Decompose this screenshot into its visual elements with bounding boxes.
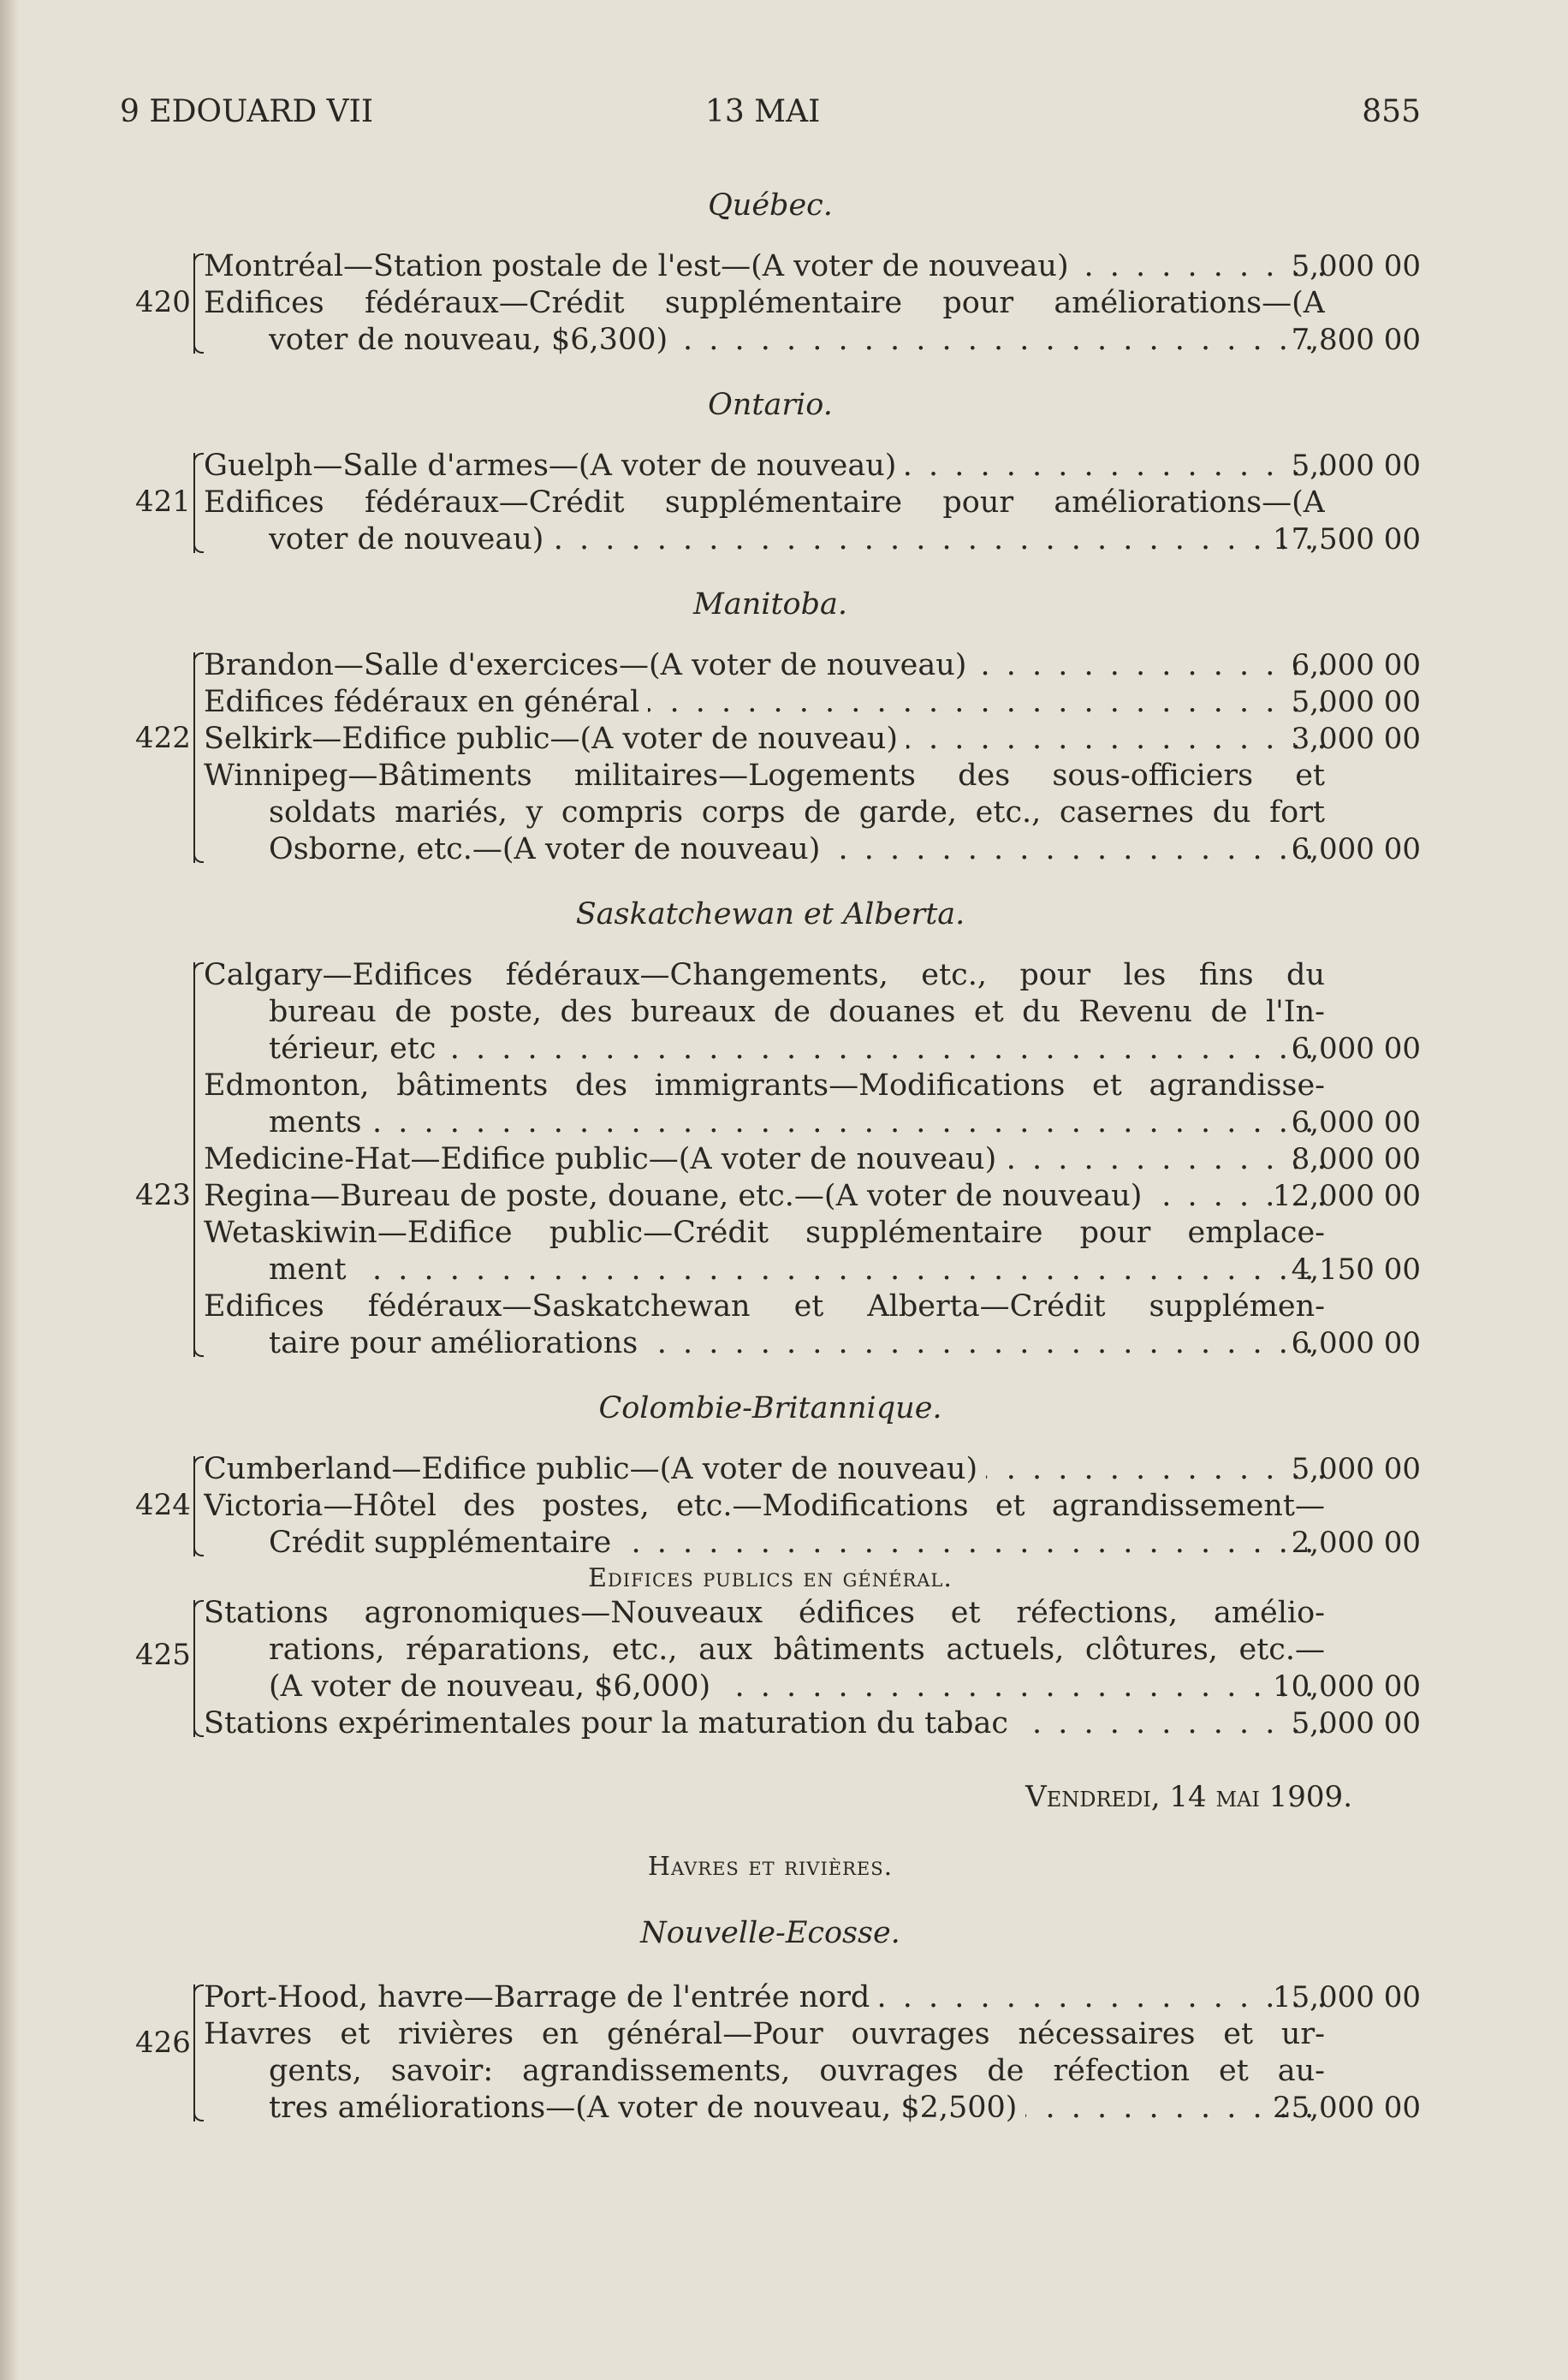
amount: 5,000 00	[1291, 1452, 1421, 1486]
item-group-420	[120, 248, 1421, 359]
amount: 5,000 00	[1291, 685, 1421, 719]
entry-line: Guelph—Salle d'armes—(A voter de nouveau) . . . 5,000 00	[204, 448, 1421, 485]
entry-line: Port-Hood, havre—Barrage de l'entrée nord . . . 15,000 00	[204, 1979, 1421, 2016]
entry-line: Stations expérimentales pour la maturation du tabac . . . 5,000 00	[204, 1705, 1421, 1742]
entry-line: Havres et rivières en général—Pour ouvrages nécessaires et ur-	[204, 2017, 1325, 2051]
entry-line: Cumberland—Edifice public—(A voter de nouveau) . . . 5,000 00	[204, 1451, 1421, 1488]
amount: 6,000 00	[1291, 1032, 1421, 1066]
amount: 15,000 00	[1272, 1980, 1421, 2014]
section-title-colombie-britannique: Colombie-Britannique.	[598, 1391, 942, 1425]
header-regnal-year: 9 EDOUARD VII	[120, 94, 374, 129]
item-group-424	[120, 1451, 1421, 1562]
entry-line: Edifices fédéraux—Crédit supplémentaire pour améliorations—(A	[204, 286, 1325, 320]
amount: 6,000 00	[1291, 1326, 1421, 1360]
entry-line: voter de nouveau, $6,300) . . . 7,800 00	[204, 322, 1421, 359]
entry-line: gents, savoir: agrandissements, ouvrages de réfection et au-	[269, 2054, 1325, 2088]
document-page	[120, 86, 1421, 2127]
entry-line: voter de nouveau) . . . 17,500 00	[204, 521, 1421, 558]
entry-line: Brandon—Salle d'exercices—(A voter de nouveau) . . . 6,000 00	[204, 647, 1421, 684]
entry-line: térieur, etc . . . 6,000 00	[204, 1031, 1421, 1068]
entry-line: Wetaskiwin—Edifice public—Crédit supplémentaire pour emplace-	[204, 1216, 1325, 1250]
brace	[193, 253, 204, 354]
item-group-422	[120, 647, 1421, 868]
amount: 5,000 00	[1291, 449, 1421, 483]
entry-line: Edifices fédéraux—Crédit supplémentaire pour améliorations—(A	[204, 485, 1325, 520]
amount: 6,000 00	[1291, 1105, 1421, 1139]
brace	[193, 1456, 204, 1556]
amount: 17,500 00	[1272, 522, 1421, 556]
brace	[193, 1600, 204, 1737]
item-number: 421	[135, 485, 191, 519]
entry-line: soldats mariés, y compris corps de garde, etc., casernes du fort	[269, 795, 1325, 830]
item-number: 426	[135, 2026, 191, 2060]
item-group-425	[120, 1595, 1421, 1742]
section-title-havres-rivieres: Havres et rivières.	[647, 1852, 894, 1882]
entry-line: Regina—Bureau de poste, douane, etc.—(A voter de nouveau) . . . 12,000 00	[204, 1178, 1421, 1215]
item-group-423	[120, 957, 1421, 1362]
page-spine-shadow	[0, 0, 19, 2380]
entry-line: Winnipeg—Bâtiments militaires—Logements des sous-officiers et	[204, 759, 1325, 793]
entry-line: bureau de poste, des bureaux de douanes et du Revenu de l'In-	[269, 995, 1325, 1029]
section-title-nouvelle-ecosse: Nouvelle-Ecosse.	[640, 1916, 900, 1950]
section-title-quebec: Québec.	[708, 188, 833, 223]
item-group-421	[120, 448, 1421, 558]
section-title-ontario: Ontario.	[708, 388, 833, 422]
item-number: 423	[135, 1178, 191, 1212]
section-title-manitoba: Manitoba.	[693, 587, 847, 622]
item-group-426	[120, 1979, 1421, 2127]
item-number: 422	[135, 721, 191, 755]
entry-line: Medicine-Hat—Edifice public—(A voter de nouveau) . . . 8,000 00	[204, 1141, 1421, 1178]
amount: 2,000 00	[1291, 1526, 1421, 1560]
entry-line: Montréal—Station postale de l'est—(A voter de nouveau) . . . 5,000 00	[204, 248, 1421, 285]
entry-line: Edmonton, bâtiments des immigrants—Modifications et agrandisse-	[204, 1068, 1325, 1103]
running-header	[120, 86, 1421, 137]
amount: 12,000 00	[1272, 1179, 1421, 1213]
item-number: 424	[135, 1488, 191, 1522]
entry-line: Osborne, etc.—(A voter de nouveau) . . . 6,000 00	[204, 831, 1421, 868]
entry-line: Crédit supplémentaire . . . 2,000 00	[204, 1525, 1421, 1562]
entry-line: ment . . . 4,150 00	[204, 1252, 1421, 1288]
amount: 3,000 00	[1291, 722, 1421, 756]
entry-line: (A voter de nouveau, $6,000) . . . 10,000 00	[204, 1669, 1421, 1705]
section-title-edifices-publics: Edifices publics en général.	[588, 1563, 953, 1593]
brace	[193, 453, 204, 553]
entry-line: Selkirk—Edifice public—(A voter de nouveau) . . . 3,000 00	[204, 721, 1421, 758]
page-number: 855	[1362, 94, 1421, 129]
entry-line: Edifices fédéraux—Saskatchewan et Alberta—Crédit supplémen-	[204, 1289, 1325, 1324]
amount: 5,000 00	[1291, 1706, 1421, 1740]
brace	[193, 962, 204, 1357]
amount: 10,000 00	[1272, 1669, 1421, 1704]
brace	[193, 1984, 204, 2121]
item-number: 425	[135, 1638, 191, 1672]
entry-line: Calgary—Edifices fédéraux—Changements, etc., pour les fins du	[204, 958, 1325, 992]
brace	[193, 652, 204, 863]
item-number: 420	[135, 285, 191, 319]
amount: 7,800 00	[1291, 323, 1421, 357]
amount: 6,000 00	[1291, 648, 1421, 682]
entry-line: taire pour améliorations . . . 6,000 00	[204, 1325, 1421, 1362]
entry-line: Stations agronomiques—Nouveaux édifices et réfections, amélio-	[204, 1596, 1325, 1630]
section-title-saskatchewan-alberta: Saskatchewan et Alberta.	[575, 897, 965, 931]
entry-line: Edifices fédéraux en général . . . 5,000 00	[204, 684, 1421, 721]
entry-line: Victoria—Hôtel des postes, etc.—Modifications et agrandissement—	[204, 1489, 1325, 1523]
amount: 5,000 00	[1291, 249, 1421, 283]
sitting-date: Vendredi, 14 mai 1909.	[1025, 1780, 1352, 1814]
entry-line: rations, réparations, etc., aux bâtiments actuels, clôtures, etc.—	[269, 1633, 1325, 1667]
entry-line: tres améliorations—(A voter de nouveau, $2,500) . . . 25,000 00	[204, 2090, 1421, 2127]
amount: 6,000 00	[1291, 832, 1421, 866]
amount: 25,000 00	[1272, 2091, 1421, 2125]
header-date: 13 MAI	[705, 94, 821, 129]
amount: 8,000 00	[1291, 1142, 1421, 1176]
amount: 4,150 00	[1291, 1252, 1421, 1287]
entry-line: ments . . . 6,000 00	[204, 1104, 1421, 1141]
